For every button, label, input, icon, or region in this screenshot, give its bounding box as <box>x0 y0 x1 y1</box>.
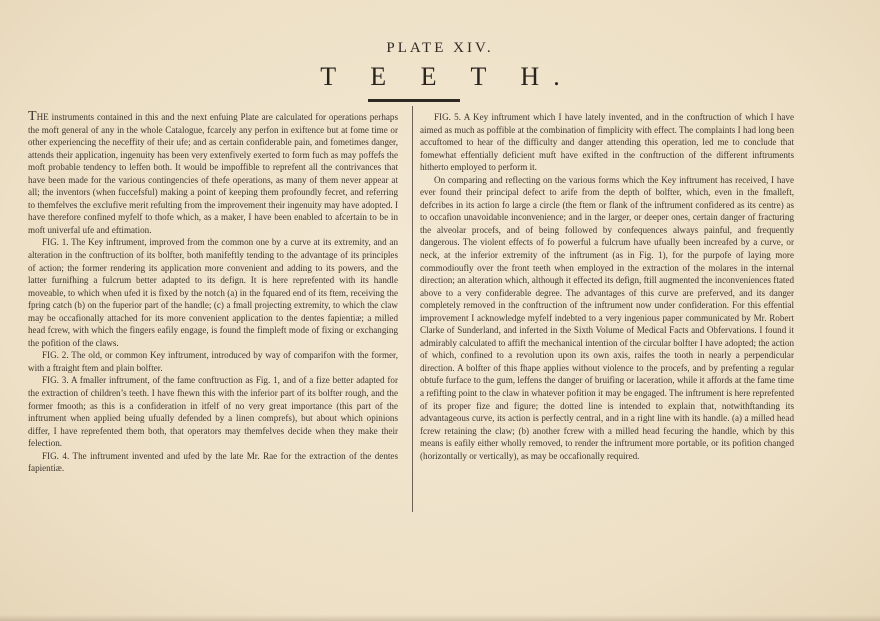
intro-paragraph <box>28 111 398 236</box>
plate-number: PLATE XIV. <box>386 40 494 56</box>
fig-3-paragraph: FIG. 3. A fmaller inftrument, of the fame conftruction as Fig. 1, and of a fize better adapted for the extraction of children’s teeth. I have fhewn this with the inferior part of its bolfter rough, and the former fmooth; as this is a confideration in itfelf of no very great importance (this part of the inftrument when applied being ufually defended by a linen comprefs), but about which opinions differ, I have reprefented them both, that operators may themfelves decide when they make their felection. <box>28 375 398 449</box>
intro-text: HE instruments contained in this and the next enfuing Plate are calculated for operations perhaps the moft general of any in the whole Catalogue, fcarcely any perfon in exiftence but at fome time or other experiencing the neceffity of their ufe; and as certain confiderable pain, and fometimes danger, attends their application, ingenuity has been very extenfively exerted to form fuch as may poffefs the moft probable tendency to leffen both. It would be impoffible to reprefent all the contrivances that have been made for the various contingencies of thefe operations, as many of them never appear at all; the inventors (when fuccefsful) making a point of keeping them profoundly fecret, and referring to themfelves the exclufive merit refulting from the improvement their ingenuity may have adopted. I have therefore confined myfelf to thofe which, as a maker, I have been enabled to afcertain to be in moft univerfal ufe and eftimation. <box>28 112 398 235</box>
fig-2-paragraph: FIG. 2. The old, or common Key inftrument, introduced by way of comparifon with the former, with a ftraight ftem and plain bolfter. <box>28 350 398 373</box>
fig-1-paragraph: FIG. 1. The Key inftrument, improved from the common one by a curve at its extremity, and an alteration in the conftruction of its bolfter, both manifeftly tending to the advantage of its principles of action; the former rendering its application more convenient and adding to its powers, and the latter furnifhing a fulcrum better adapted to its defign. It is here reprefented with its handle moveable, to which when ufed it is fixed by the notch (a) in the fquared end of its ftem, receiving the fpring catch (b) on the fuperior part of the handle; (c) a fmall projecting extremity, to which the claw may be occafionally attached for its more convenient application to the dentes fapientiæ; a milled head fcrew, with which the fingers eafily engage, is found the fimpleft mode of fixing or exchanging the pofition of the claws. <box>28 237 398 348</box>
title-rule <box>368 99 460 102</box>
page-title: T E E T H. <box>320 62 574 91</box>
column-divider <box>412 106 413 512</box>
drop-cap: T <box>28 109 37 124</box>
comparison-paragraph: On comparing and reflecting on the various forms which the Key inftrument has received, I have ever found their principal defect to arife from the depth of bolfter, which, even in the fmalleft, defcribes in its action fo large a circle (the ftem or flank of the inftrument confidered as its centre) as to occafion unavoidable inconvenience; and in the larger, or deeper ones, certain danger of fracturing the alveolar procefs, and of being followed by confequences always painful, and frequently dangerous. The violent effects of fo powerful a fulcrum have ufually been increafed by a curve, or neck, at the inferior extremity of the inftrument (as in Fig. 1), for the purpofe of laying more commodioufly over the front teeth when employed in the extraction of the molares in the internal direction; an alteration which, although it effected its defign, ftill augmented the inconveniences ftated above to a very confiderable degree. The advantages of this curve are preferved, and its danger completely removed in the conftruction of the inftrument now under confideration. For this effential improvement I acknowledge myfelf indebted to a very ingenious paper communicated by Mr. Robert Clarke of Sunderland, and inferted in the Sixth Volume of Medical Facts and Obfervations. I found it admirably calculated to affift the mechanical intention of the circular bolfter I have adopted; the action of which, confined to a revolution upon its own axis, raifes the tooth in nearly a perpendicular direction. A bolfter of this fhape applies without violence to the procefs, and by prefenting a regular obtufe furface to the gum, leffens the danger of bruifing or laceration, while it affords at the fame time a refifting point to the claw in whatever pofition it may be engaged. The inftrument is here reprefented of its proper fize and figure; the dotted line is intended to explain that, notwithftanding its advantageous curve, its action is perfectly central, and in a right line with its handle. (a) a milled head fcrew retaining the claw; (b) another fcrew with a milled head fecuring the handle, which by this means is eafily either wholly removed, to render the inftrument more portable, or its pofition changed (horizontally or vertically), as may be occafionally required. <box>420 174 794 461</box>
right-column <box>420 111 794 462</box>
fig-5-paragraph: FIG. 5. A Key inftrument which I have lately invented, and in the conftruction of which I have aimed as much as poffible at the combination of fimplicity with effect. The complaints I had long been accuftomed to hear of the difficulty and danger attending this operation, led me to conclude that fomewhat effentially deficient muft have exifted in the conftruction of the different inftruments hitherto employed to perform it. <box>420 112 794 173</box>
page-edge <box>0 615 880 621</box>
left-column <box>28 111 398 475</box>
fig-4-paragraph: FIG. 4. The inftrument invented and ufed by the late Mr. Rae for the extraction of the dentes fapientiæ. <box>28 450 398 474</box>
